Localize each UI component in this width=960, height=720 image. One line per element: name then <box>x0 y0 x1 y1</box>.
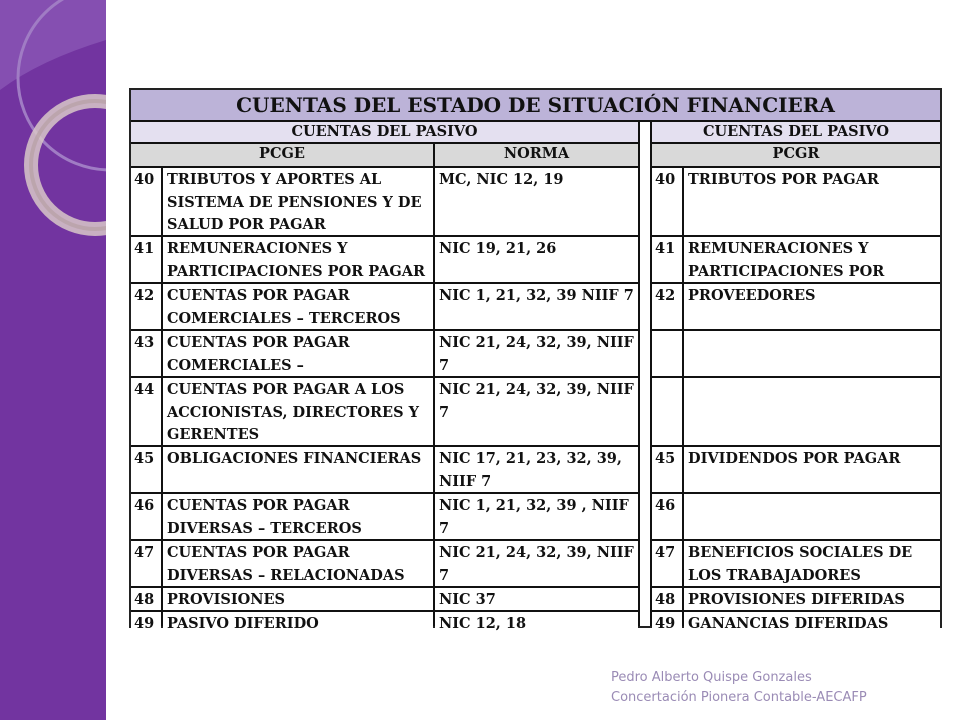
norma-column-header: NORMA <box>435 144 638 166</box>
pcge-account-number: 46 <box>131 494 161 539</box>
pcge-account-number: 44 <box>131 378 161 445</box>
pcgr-account-name: REMUNERACIONES Y PARTICIPACIONES POR <box>684 237 940 282</box>
pcge-account-number: 47 <box>131 541 161 586</box>
decorative-sidebar <box>0 0 106 720</box>
pcge-account-number: 45 <box>131 447 161 492</box>
pcge-account-number: 41 <box>131 237 161 282</box>
pcgr-account-name: GANANCIAS DIFERIDAS <box>684 612 940 634</box>
pcgr-account-name <box>684 494 940 539</box>
pcgr-account-number: 49 <box>652 612 682 634</box>
slide-footer <box>611 668 867 708</box>
pcgr-account-number: 47 <box>652 541 682 586</box>
pcge-account-name: CUENTAS POR PAGAR DIVERSAS – RELACIONADAS <box>163 541 433 586</box>
pcgr-account-number: 40 <box>652 168 682 235</box>
norma-reference: MC, NIC 12, 19 <box>435 168 638 235</box>
pcge-account-name: CUENTAS POR PAGAR DIVERSAS – TERCEROS <box>163 494 433 539</box>
footer-organization: Concertación Pionera Contable-AECAFP <box>611 690 867 705</box>
pcge-account-number: 48 <box>131 588 161 610</box>
pcgr-account-number: 45 <box>652 447 682 492</box>
pcge-account-number: 43 <box>131 331 161 376</box>
pcge-account-name: CUENTAS POR PAGAR A LOS ACCIONISTAS, DIRECTORES Y GERENTES <box>163 378 433 445</box>
financial-accounts-table <box>129 88 942 632</box>
ring-decoration-icon <box>0 0 106 720</box>
pcge-account-name: CUENTAS POR PAGAR COMERCIALES – <box>163 331 433 376</box>
pcge-account-number: 49 <box>131 612 161 634</box>
norma-reference: NIC 17, 21, 23, 32, 39, NIIF 7 <box>435 447 638 492</box>
pcge-account-name: OBLIGACIONES FINANCIERAS <box>163 447 433 492</box>
pcgr-account-number: 46 <box>652 494 682 539</box>
pcge-account-number: 42 <box>131 284 161 329</box>
norma-reference: NIC 21, 24, 32, 39, NIIF 7 <box>435 331 638 376</box>
norma-reference: NIC 1, 21, 32, 39 NIIF 7 <box>435 284 638 329</box>
pcgr-account-name <box>684 378 940 445</box>
pcgr-account-number: 42 <box>652 284 682 329</box>
norma-reference: NIC 21, 24, 32, 39, NIIF 7 <box>435 541 638 586</box>
pcgr-account-name: BENEFICIOS SOCIALES DE LOS TRABAJADORES <box>684 541 940 586</box>
pcgr-account-number <box>652 378 682 445</box>
pcge-account-name: PASIVO DIFERIDO <box>163 612 433 634</box>
pcgr-account-name <box>684 331 940 376</box>
pcgr-account-number: 41 <box>652 237 682 282</box>
left-section-header: CUENTAS DEL PASIVO <box>131 122 638 142</box>
norma-reference: NIC 37 <box>435 588 638 610</box>
pcgr-column-header: PCGR <box>652 144 940 166</box>
pcge-account-name: TRIBUTOS Y APORTES AL SISTEMA DE PENSIONES Y DE SALUD POR PAGAR <box>163 168 433 235</box>
column-gap <box>640 122 650 626</box>
pcge-account-name: REMUNERACIONES Y PARTICIPACIONES POR PAGAR <box>163 237 433 282</box>
norma-reference: NIC 19, 21, 26 <box>435 237 638 282</box>
pcge-account-name: CUENTAS POR PAGAR COMERCIALES – TERCEROS <box>163 284 433 329</box>
norma-reference: NIC 12, 18 <box>435 612 638 634</box>
norma-reference: NIC 21, 24, 32, 39, NIIF 7 <box>435 378 638 445</box>
pcgr-account-name: PROVEEDORES <box>684 284 940 329</box>
footer-author: Pedro Alberto Quispe Gonzales <box>611 670 812 685</box>
table-title: CUENTAS DEL ESTADO DE SITUACIÓN FINANCIERA <box>131 90 940 120</box>
pcgr-account-number <box>652 331 682 376</box>
pcgr-account-name: PROVISIONES DIFERIDAS <box>684 588 940 610</box>
pcgr-account-number: 48 <box>652 588 682 610</box>
table-grid <box>131 90 940 632</box>
pcge-column-header: PCGE <box>131 144 433 166</box>
right-section-header: CUENTAS DEL PASIVO <box>652 122 940 142</box>
norma-reference: NIC 1, 21, 32, 39 , NIIF 7 <box>435 494 638 539</box>
pcge-account-name: PROVISIONES <box>163 588 433 610</box>
pcgr-account-name: DIVIDENDOS POR PAGAR <box>684 447 940 492</box>
pcgr-account-name: TRIBUTOS POR PAGAR <box>684 168 940 235</box>
pcge-account-number: 40 <box>131 168 161 235</box>
